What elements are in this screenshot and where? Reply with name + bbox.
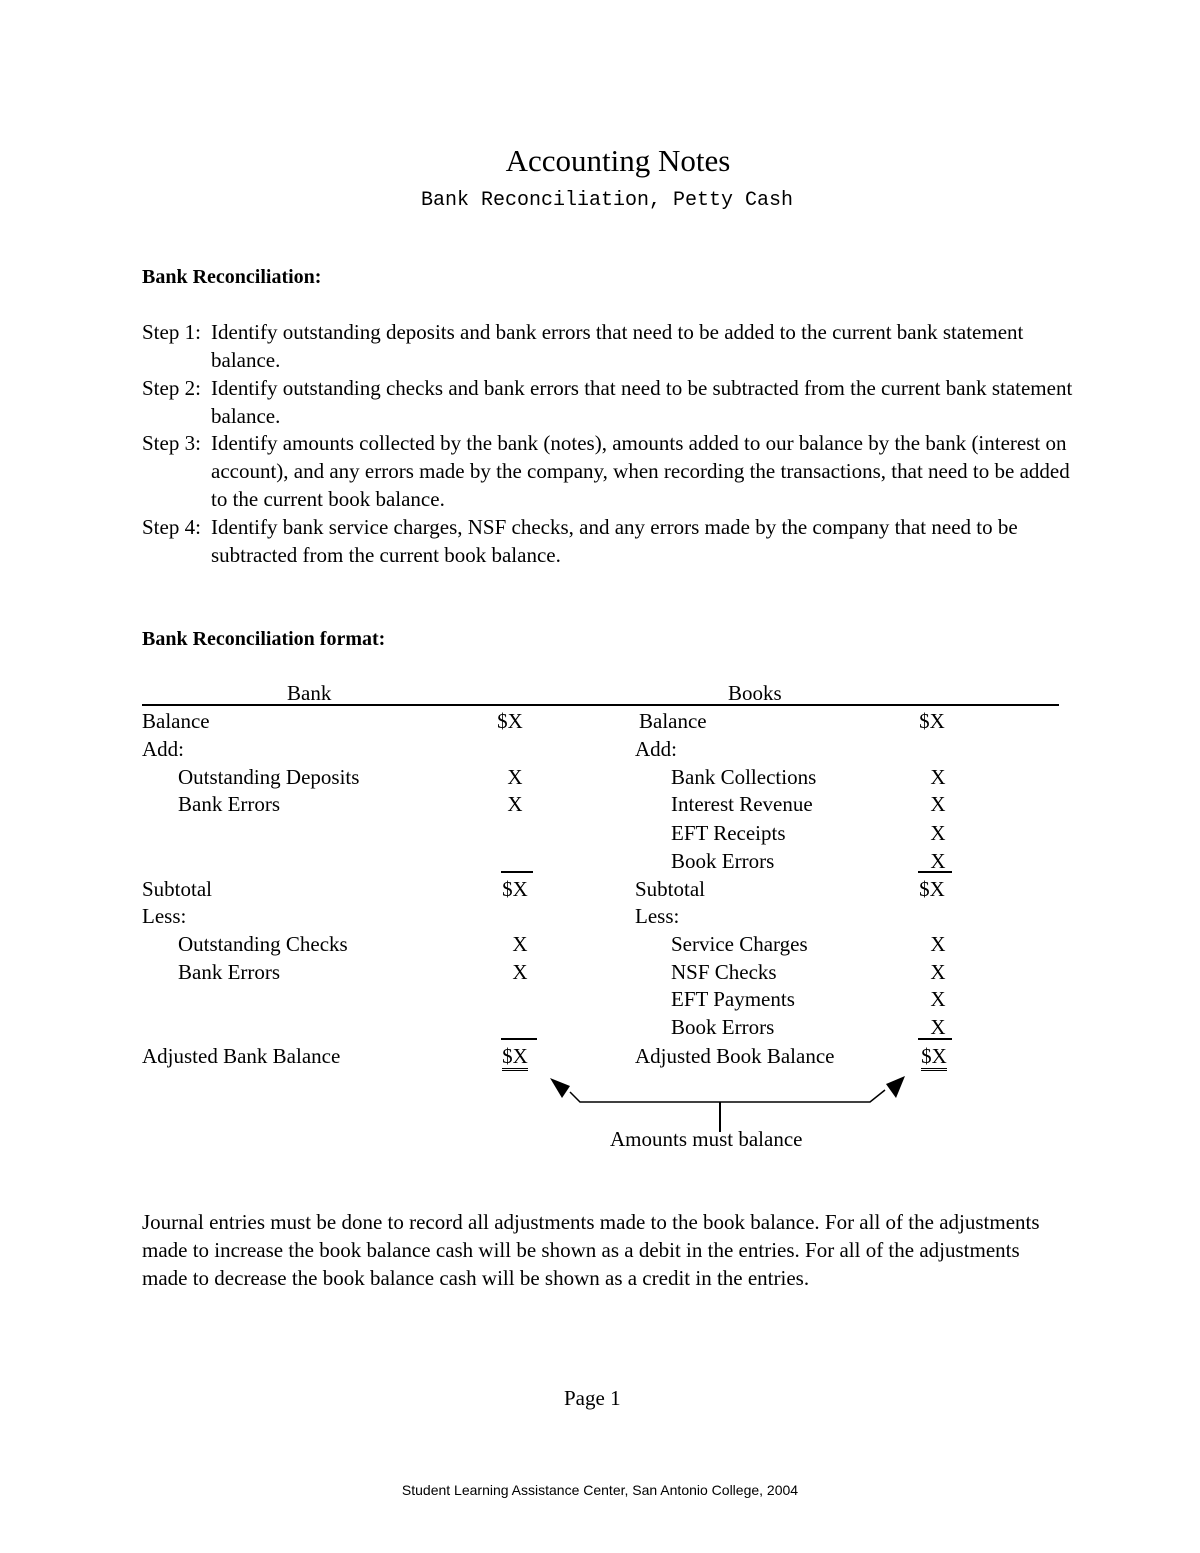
journal-entries-paragraph: Journal entries must be done to record all adjustments made to the book balance. For all of the adjustments made to increase the book balance cash will be shown as a debit in the entries. For all of the adjustments made to decrease the book balance cash will be shown as a credit in the entries. xyxy=(142,1210,1040,1290)
books-less-item-amount: X xyxy=(930,1015,946,1039)
bank-adjusted-amount xyxy=(495,1042,535,1070)
bank-add-item-amount: X xyxy=(507,792,523,816)
header-rule xyxy=(142,704,1059,706)
section-heading-bank-reconciliation: Bank Reconciliation: xyxy=(142,266,322,288)
books-adjusted-amount-text: $X xyxy=(921,1044,947,1071)
bank-column-header: Bank xyxy=(287,681,332,705)
bank-balance-amount: $X xyxy=(497,709,523,733)
bank-add-label: Add: xyxy=(142,737,184,761)
step-item xyxy=(142,318,1082,374)
bank-less-item-amount: X xyxy=(512,932,528,956)
bank-adjusted-label: Adjusted Bank Balance xyxy=(142,1044,341,1068)
bank-add-item-amount: X xyxy=(507,765,523,789)
arrow-connector-line xyxy=(570,1090,885,1102)
bank-add-item-label: Outstanding Deposits xyxy=(178,765,360,789)
bank-subtotal-label: Subtotal xyxy=(142,877,213,901)
books-add-item-amount: X xyxy=(930,765,946,789)
step-item xyxy=(142,374,1082,430)
step-item xyxy=(142,429,1082,513)
bank-less-item-label: Outstanding Checks xyxy=(178,932,348,956)
step-text: Identify amounts collected by the bank (notes), amounts added to our balance by the bank (interest on account), and any errors made by the company, when recording the transactions, that need to be added to the current book balance. xyxy=(211,431,1070,511)
books-add-item-label: Book Errors xyxy=(671,849,775,873)
books-subtotal-amount: $X xyxy=(919,877,945,901)
books-less-item-amount: X xyxy=(930,987,946,1011)
bank-add-sum-rule xyxy=(501,871,533,873)
books-less-sum-rule xyxy=(918,1038,952,1040)
books-add-item-amount: X xyxy=(930,792,946,816)
bank-less-item-label: Bank Errors xyxy=(178,960,281,984)
balance-note: Amounts must balance xyxy=(610,1127,803,1151)
bank-less-sum-rule xyxy=(501,1038,537,1040)
bank-subtotal-amount: $X xyxy=(502,877,528,901)
books-balance-amount: $X xyxy=(919,709,945,733)
section-heading-format: Bank Reconciliation format: xyxy=(142,628,386,650)
books-adjusted-amount xyxy=(914,1042,954,1070)
books-less-item-label: Book Errors xyxy=(671,1015,775,1039)
books-less-item-amount: X xyxy=(930,960,946,984)
step-label: Step 1: xyxy=(142,320,201,344)
bank-add-item-label: Bank Errors xyxy=(178,792,281,816)
step-label: Step 4: xyxy=(142,515,201,539)
books-column-header: Books xyxy=(728,681,782,705)
step-text: Identify outstanding checks and bank errors that need to be subtracted from the current bank statement balance. xyxy=(211,376,1073,428)
bank-adjusted-amount-text: $X xyxy=(502,1044,528,1071)
step-label: Step 2: xyxy=(142,376,201,400)
document-title: Accounting Notes xyxy=(505,143,731,178)
step-label: Step 3: xyxy=(142,431,201,455)
books-less-item-label: EFT Payments xyxy=(671,987,795,1011)
books-adjusted-label: Adjusted Book Balance xyxy=(635,1044,835,1068)
books-add-item-amount: X xyxy=(930,821,946,845)
step-item xyxy=(142,513,1082,569)
step-text: Identify bank service charges, NSF checks, and any errors made by the company that need to be subtracted from the current book balance. xyxy=(211,515,1018,567)
books-add-sum-rule xyxy=(918,871,952,873)
left-arrowhead-icon xyxy=(550,1078,570,1098)
books-less-item-label: NSF Checks xyxy=(671,960,777,984)
books-subtotal-label: Subtotal xyxy=(635,877,706,901)
books-add-item-label: Interest Revenue xyxy=(671,792,813,816)
books-add-item-amount: X xyxy=(930,849,946,873)
books-less-label: Less: xyxy=(635,904,680,928)
books-add-item-label: Bank Collections xyxy=(671,765,817,789)
document-subtitle: Bank Reconciliation, Petty Cash xyxy=(420,189,794,212)
bank-less-label: Less: xyxy=(142,904,187,928)
step-text: Identify outstanding deposits and bank errors that need to be added to the current bank statement balance. xyxy=(211,320,1024,372)
books-less-item-label: Service Charges xyxy=(671,932,808,956)
bank-less-item-amount: X xyxy=(512,960,528,984)
page-footer: Student Learning Assistance Center, San Antonio College, 2004 xyxy=(401,1482,799,1498)
books-balance-label: Balance xyxy=(639,709,707,733)
books-add-item-label: EFT Receipts xyxy=(671,821,786,845)
page-number: Page 1 xyxy=(564,1386,621,1410)
books-add-label: Add: xyxy=(635,737,677,761)
right-arrowhead-icon xyxy=(886,1076,905,1098)
bank-balance-label: Balance xyxy=(142,709,210,733)
books-less-item-amount: X xyxy=(930,932,946,956)
